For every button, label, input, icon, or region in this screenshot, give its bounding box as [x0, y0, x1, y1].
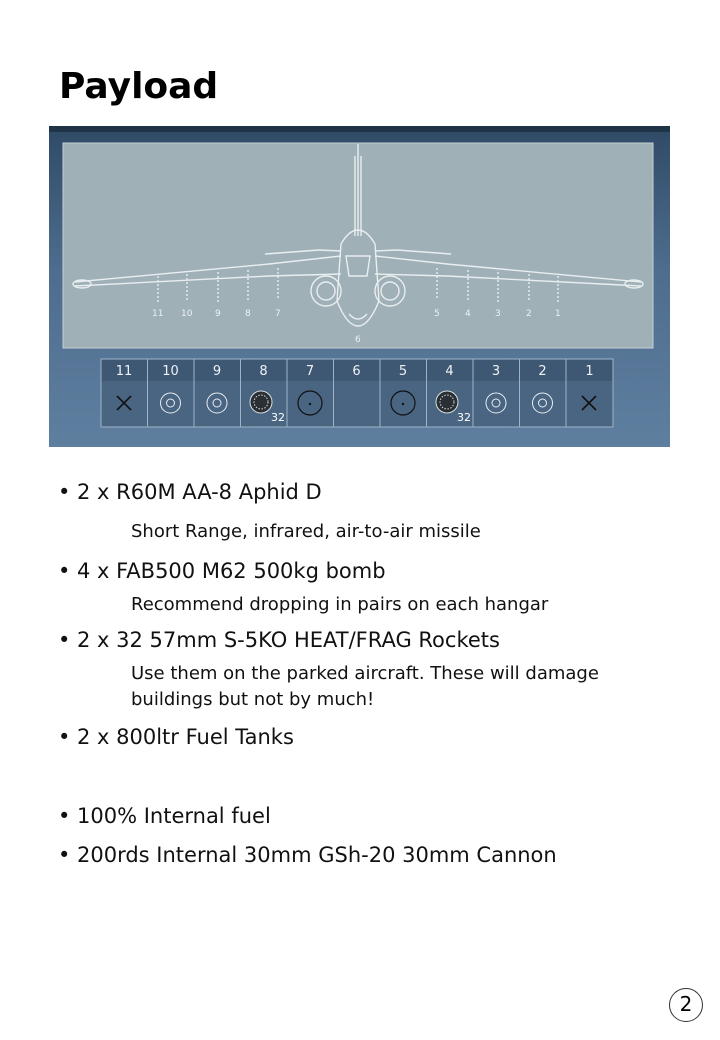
rocket-count: 32 — [457, 411, 471, 424]
bullet-item: • 200rds Internal 30mm GSh-20 30mm Cannon — [58, 843, 557, 867]
slot-number: 5 — [398, 364, 408, 379]
bullet-text: 2 x 32 57mm S-5KO HEAT/FRAG Rockets — [77, 628, 500, 652]
bullet-item: • 2 x 32 57mm S-5KO HEAT/FRAG Rockets — [58, 628, 500, 652]
hardpoint-label: 11 — [152, 309, 164, 319]
page-number: 2 — [669, 988, 703, 1022]
rocket-count: 32 — [271, 411, 285, 424]
bullet-item: • 2 x 800ltr Fuel Tanks — [58, 725, 294, 749]
slot-number: 10 — [162, 364, 179, 379]
hardpoint-label: 4 — [465, 309, 471, 319]
hardpoint-label: 5 — [434, 309, 440, 319]
slide-title: Payload — [59, 66, 219, 107]
slot-number: 4 — [445, 364, 454, 379]
bullet-text: 2 x 800ltr Fuel Tanks — [77, 725, 294, 749]
hardpoint-label: 6 — [355, 335, 361, 345]
rocket-pod-icon — [436, 391, 458, 413]
bullet-text: 200rds Internal 30mm GSh-20 30mm Cannon — [77, 843, 557, 867]
bullet-item: • 100% Internal fuel — [58, 804, 271, 828]
hardpoint-label: 1 — [555, 309, 561, 319]
slot-number: 1 — [585, 364, 594, 379]
bullet-text: 4 x FAB500 M62 500kg bomb — [77, 559, 386, 583]
hardpoint-label: 9 — [215, 309, 221, 319]
aircraft-loadout-graphic — [49, 126, 670, 447]
hardpoint-label: 8 — [245, 309, 251, 319]
bullet-subtext: Use them on the parked aircraft. These will damage buildings but not by much! — [131, 663, 599, 710]
bullet-text: 2 x R60M AA-8 Aphid D — [77, 480, 322, 504]
rocket-pod-icon — [250, 391, 272, 413]
slot-number: 7 — [305, 364, 315, 379]
slot-number: 9 — [212, 364, 222, 379]
weapon-slot-bar — [101, 359, 613, 427]
bullet-item: • 4 x FAB500 M62 500kg bomb — [58, 559, 386, 583]
slot-number: 6 — [352, 364, 361, 379]
loadout-screenshot — [49, 126, 670, 447]
hardpoint-label: 10 — [181, 309, 193, 319]
slot-number: 11 — [115, 364, 133, 379]
bullet-item: • 2 x R60M AA-8 Aphid D — [58, 480, 322, 504]
hardpoint-label: 2 — [526, 309, 532, 319]
hardpoint-label: 3 — [495, 309, 501, 319]
bullet-subtext: Recommend dropping in pairs on each hangar — [131, 594, 549, 615]
slot-number: 2 — [538, 364, 547, 379]
bullet-text: 100% Internal fuel — [77, 804, 271, 828]
hardpoint-label: 7 — [275, 309, 281, 319]
slot-number: 8 — [259, 364, 268, 379]
slot-number: 3 — [491, 364, 501, 379]
bullet-subtext: Short Range, infrared, air-to-air missile — [131, 521, 481, 542]
